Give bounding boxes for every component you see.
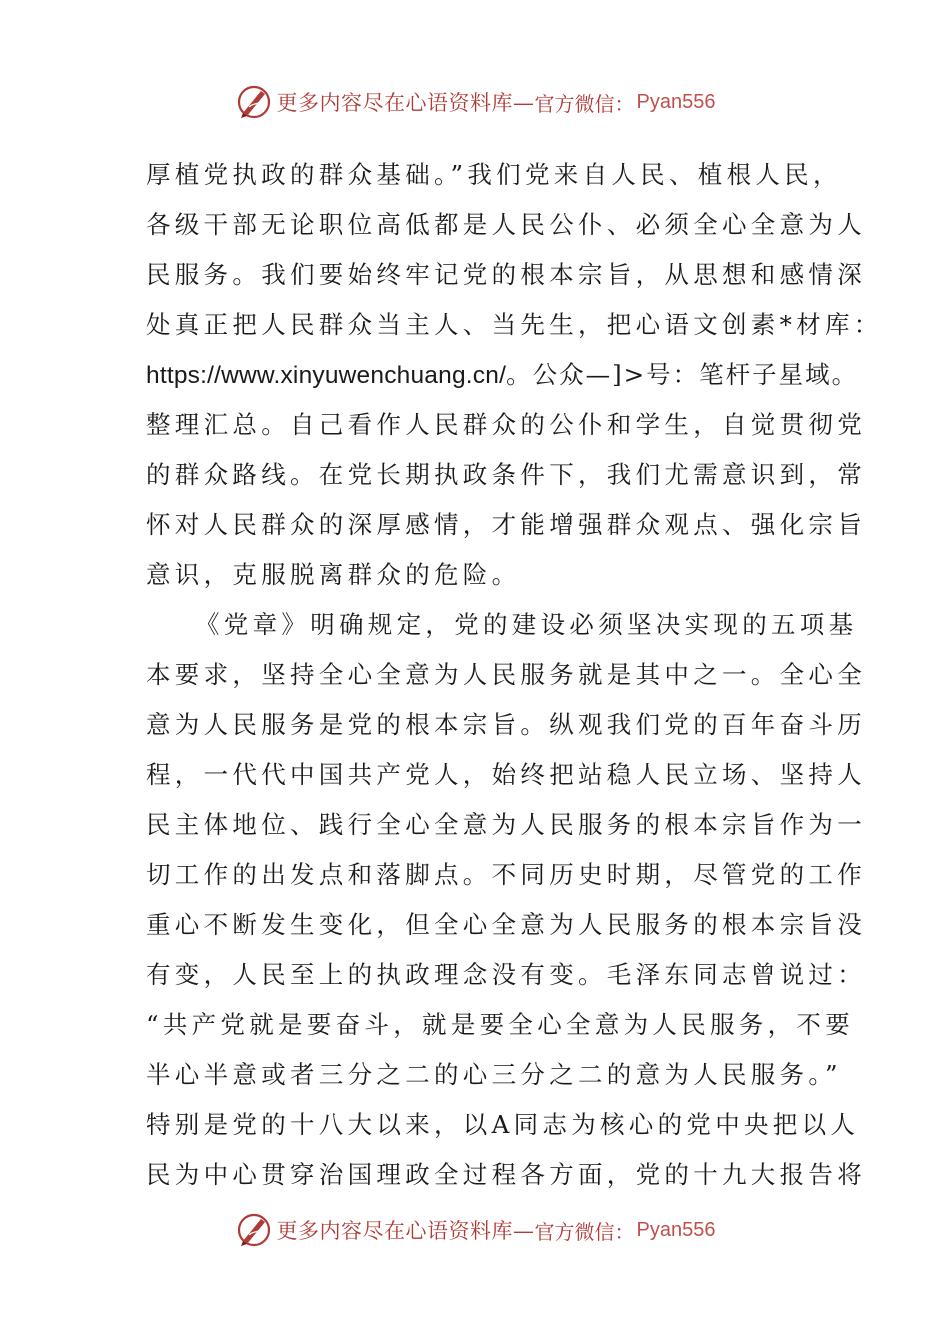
website-link[interactable]: https://www.xinyuwenchuang.cn/ <box>146 362 507 389</box>
body-line: 本要求，坚持全心全意为人民服务就是其中之一。全心全 <box>146 660 866 689</box>
body-line: 整理汇总。自己看作人民群众的公仆和学生，自觉贯彻党 <box>146 410 866 439</box>
footer-wechat-label: 官方微信： <box>534 1219 635 1244</box>
body-line: 重心不断发生变化，但全心全意为人民服务的根本宗旨没 <box>146 910 866 939</box>
body-line: 意为人民服务是党的根本宗旨。纵观我们党的百年奋斗历 <box>146 710 866 739</box>
footer-banner-text: 更多内容尽在心语资料库— <box>276 1219 535 1243</box>
footer-banner <box>0 1208 950 1252</box>
body-line: 各级干部无论职位高低都是人民公仆、必须全心全意为人 <box>146 210 866 239</box>
body-line: 特别是党的十八大以来，以A同志为核心的党中央把以人 <box>146 1110 860 1139</box>
body-line-url <box>146 350 859 400</box>
body-line: “共产党就是要奋斗，就是要全心全意为人民服务，不要 <box>146 1010 855 1039</box>
body-line: 处真正把人民群众当主人、当先生，把心语文创素*材库： <box>146 310 883 339</box>
body-line: 半心半意或者三分之二的心三分之二的意为人民服务。” <box>146 1060 842 1089</box>
footer-wechat-id: Pyan556 <box>636 1218 716 1241</box>
header-banner-text: 更多内容尽在心语资料库— <box>276 91 535 115</box>
body-line: 意识，克服脱离群众的危险。 <box>146 560 521 589</box>
pen-logo-icon <box>235 83 273 121</box>
body-line: 民为中心贯穿治国理政全过程各方面，党的十九大报告将 <box>146 1160 866 1189</box>
body-line: 切工作的出发点和落脚点。不同历史时期，尽管党的工作 <box>146 860 866 889</box>
body-line: 有变，人民至上的执政理念没有变。毛泽东同志曾说过： <box>146 960 866 989</box>
body-line: 民服务。我们要始终牢记党的根本宗旨，从思想和感情深 <box>146 260 866 289</box>
header-banner <box>0 80 950 124</box>
header-wechat-id: Pyan556 <box>636 90 716 113</box>
header-wechat-label: 官方微信： <box>534 91 635 116</box>
body-line: 的群众路线。在党长期执政条件下，我们尤需意识到，常 <box>146 460 866 489</box>
body-line-fragment: 。公众—]>号：笔杆子星域。 <box>506 360 859 389</box>
body-line: 民主体地位、践行全心全意为人民服务的根本宗旨作为一 <box>146 810 866 839</box>
body-line: 怀对人民群众的深厚感情，才能增强群众观点、强化宗旨 <box>146 510 866 539</box>
body-line: 厚植党执政的群众基础。”我们党来自人民、植根人民， <box>146 160 842 189</box>
paragraph-start-line: 《党章》明确规定，党的建设必须坚决实现的五项基 <box>195 610 858 639</box>
document-body <box>146 150 883 1200</box>
body-line: 程，一代代中国共产党人，始终把站稳人民立场、坚持人 <box>146 760 866 789</box>
pen-logo-icon <box>235 1211 273 1249</box>
